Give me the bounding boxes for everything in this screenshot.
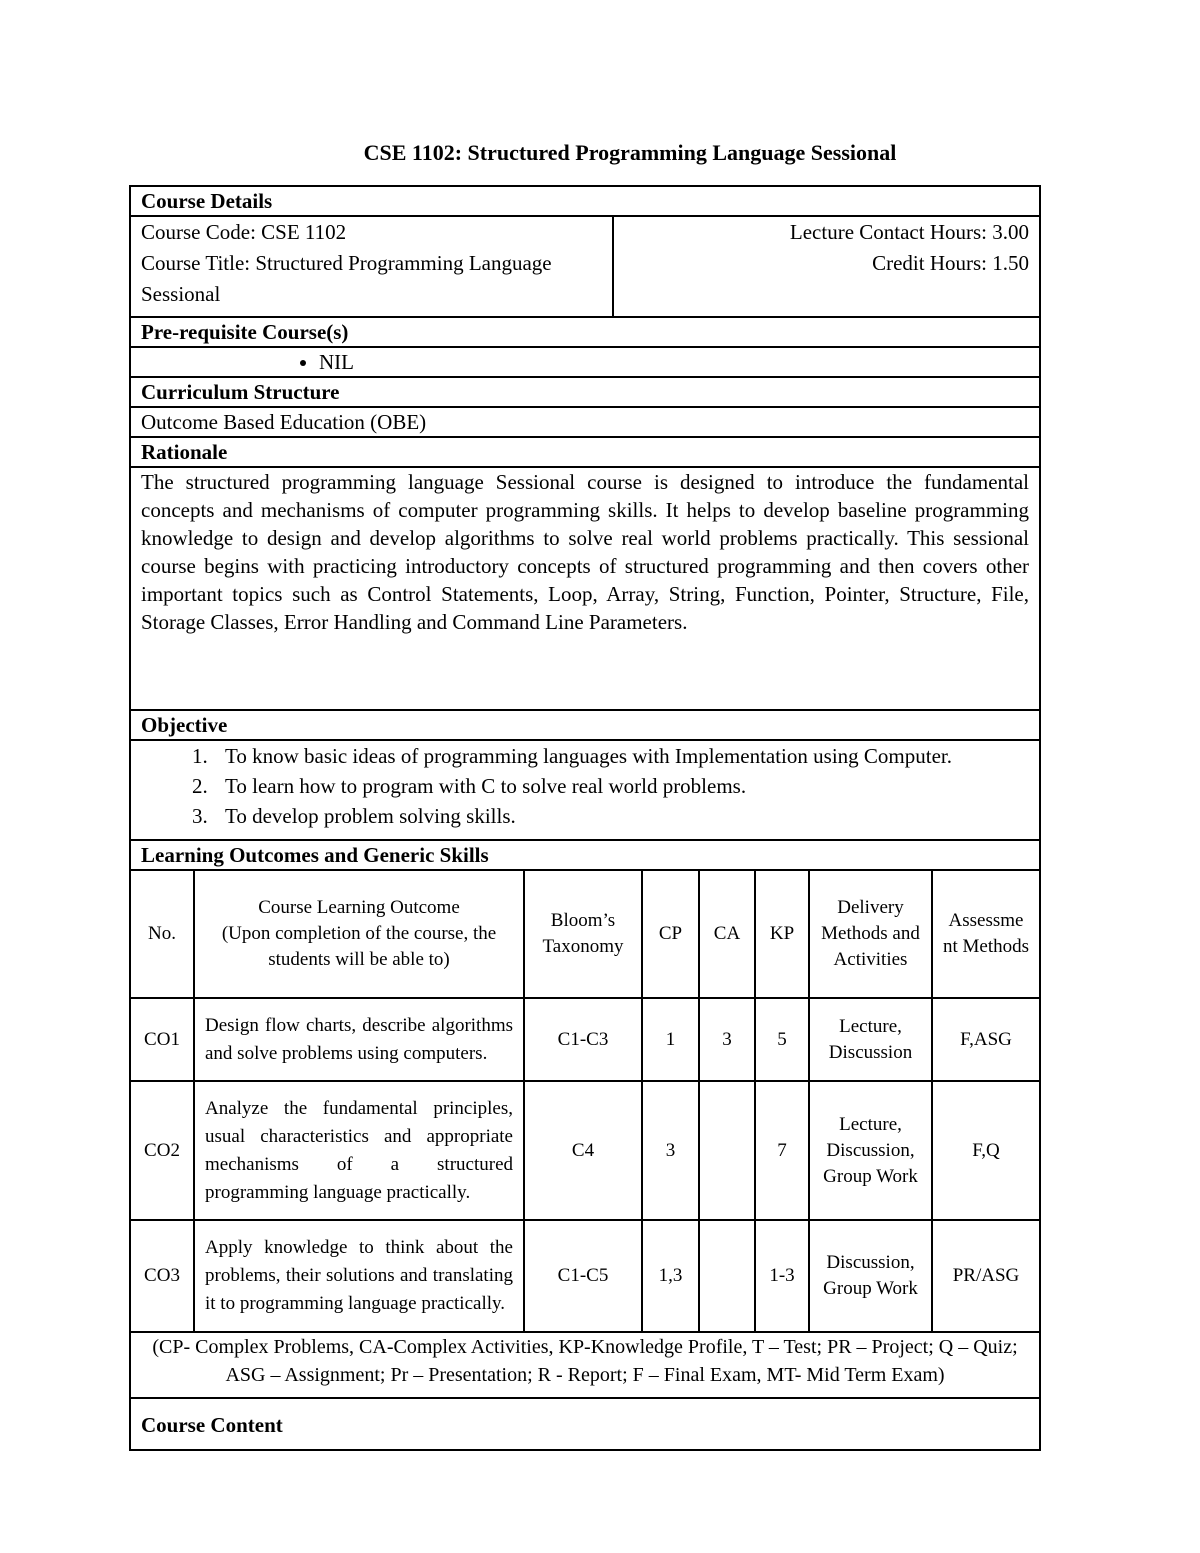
curriculum-heading: Curriculum Structure bbox=[130, 377, 1040, 407]
course-identity-cell bbox=[130, 216, 613, 317]
prerequisite-item: • NIL bbox=[319, 348, 1029, 376]
co-number: CO2 bbox=[131, 1081, 194, 1220]
co-number: CO3 bbox=[131, 1220, 194, 1331]
co-description: Apply knowledge to think about the problems, their solutions and translating it to programming language practically. bbox=[194, 1220, 524, 1331]
co-bloom: C4 bbox=[524, 1081, 642, 1220]
rationale-text: The structured programming language Sessional course is designed to introduce the fundamental concepts and mechanisms of computer programming skills. It helps to develop baseline programming knowledge to design and develop algorithms to solve real world problems practically. This sessional course begins with practicing introductory concepts of structured programming and then covers other important topics such as Control Statements, Loop, Array, String, Function, Pointer, Structure, File, Storage Classes, Error Handling and Command Line Parameters. bbox=[130, 467, 1040, 710]
abbreviation-legend: (CP- Complex Problems, CA-Complex Activities, KP-Knowledge Profile, T – Test; PR – Project; Q – Quiz; ASG – Assignment; Pr – Presentation; R - Report; F – Final Exam, MT- Mid Term Exam) bbox=[130, 1332, 1040, 1398]
col-header-bloom: Bloom’s Taxonomy bbox=[524, 871, 642, 998]
course-hours-cell bbox=[613, 216, 1040, 317]
objective-cell bbox=[130, 740, 1040, 840]
co-delivery: Lecture, Discussion bbox=[809, 998, 932, 1081]
objective-heading: Objective bbox=[130, 710, 1040, 740]
co-assessment: F,Q bbox=[932, 1081, 1039, 1220]
course-title: Course Title: Structured Programming Language Sessional bbox=[141, 251, 552, 306]
course-table bbox=[129, 185, 1041, 1451]
co-kp: 1-3 bbox=[755, 1220, 809, 1331]
clo-header-subtitle: (Upon completion of the course, the students will be able to) bbox=[221, 923, 497, 970]
co-description: Analyze the fundamental principles, usual characteristics and appropriate mechanisms of a structured programming language practically. bbox=[194, 1081, 524, 1220]
outcomes-table bbox=[131, 871, 1039, 1331]
page-title: CSE 1102: Structured Programming Language Sessional bbox=[363, 140, 897, 165]
co-ca bbox=[699, 1081, 755, 1220]
prerequisite-cell bbox=[130, 347, 1040, 377]
co-ca bbox=[699, 1220, 755, 1331]
credit-hours: Credit Hours: 1.50 bbox=[872, 251, 1030, 275]
curriculum-value: Outcome Based Education (OBE) bbox=[130, 407, 1040, 437]
co-delivery: Lecture, Discussion, Group Work bbox=[809, 1081, 932, 1220]
objective-item: 1. To know basic ideas of programming languages with Implementation using Computer. bbox=[213, 741, 1029, 771]
co-description: Design flow charts, describe algorithms and solve problems using computers. bbox=[194, 998, 524, 1081]
course-content-heading: Course Content bbox=[130, 1398, 1040, 1450]
prerequisite-list bbox=[141, 348, 1029, 376]
co-bloom: C1-C5 bbox=[524, 1220, 642, 1331]
objective-item: 2. To learn how to program with C to solve real world problems. bbox=[213, 771, 1029, 801]
co-number: CO1 bbox=[131, 998, 194, 1081]
course-details-heading: Course Details bbox=[130, 186, 1040, 216]
col-header-delivery: Delivery Methods and Activities bbox=[809, 871, 932, 998]
objective-item: 3. To develop problem solving skills. bbox=[213, 801, 1029, 831]
clo-header-title: Course Learning Outcome bbox=[258, 897, 460, 918]
co-ca: 3 bbox=[699, 998, 755, 1081]
prerequisite-heading: Pre-requisite Course(s) bbox=[130, 317, 1040, 347]
col-header-no: No. bbox=[131, 871, 194, 998]
course-code: Course Code: CSE 1102 bbox=[141, 220, 347, 244]
col-header-clo bbox=[194, 871, 524, 998]
col-header-cp: CP bbox=[642, 871, 699, 998]
co-cp: 1,3 bbox=[642, 1220, 699, 1331]
outcomes-heading: Learning Outcomes and Generic Skills bbox=[130, 840, 1040, 870]
objective-list bbox=[141, 741, 1029, 831]
table-row bbox=[131, 1081, 1039, 1220]
table-row bbox=[131, 1220, 1039, 1331]
outcomes-header-row bbox=[131, 871, 1039, 998]
outcomes-cell bbox=[130, 870, 1040, 1332]
col-header-kp: KP bbox=[755, 871, 809, 998]
co-assessment: PR/ASG bbox=[932, 1220, 1039, 1331]
contact-hours: Lecture Contact Hours: 3.00 bbox=[789, 220, 1030, 244]
co-delivery: Discussion, Group Work bbox=[809, 1220, 932, 1331]
rationale-heading: Rationale bbox=[130, 437, 1040, 467]
col-header-ca: CA bbox=[699, 871, 755, 998]
co-kp: 7 bbox=[755, 1081, 809, 1220]
co-cp: 3 bbox=[642, 1081, 699, 1220]
co-kp: 5 bbox=[755, 998, 809, 1081]
co-assessment: F,ASG bbox=[932, 998, 1039, 1081]
col-header-assessment: Assessme nt Methods bbox=[932, 871, 1039, 998]
co-bloom: C1-C3 bbox=[524, 998, 642, 1081]
co-cp: 1 bbox=[642, 998, 699, 1081]
table-row bbox=[131, 998, 1039, 1081]
